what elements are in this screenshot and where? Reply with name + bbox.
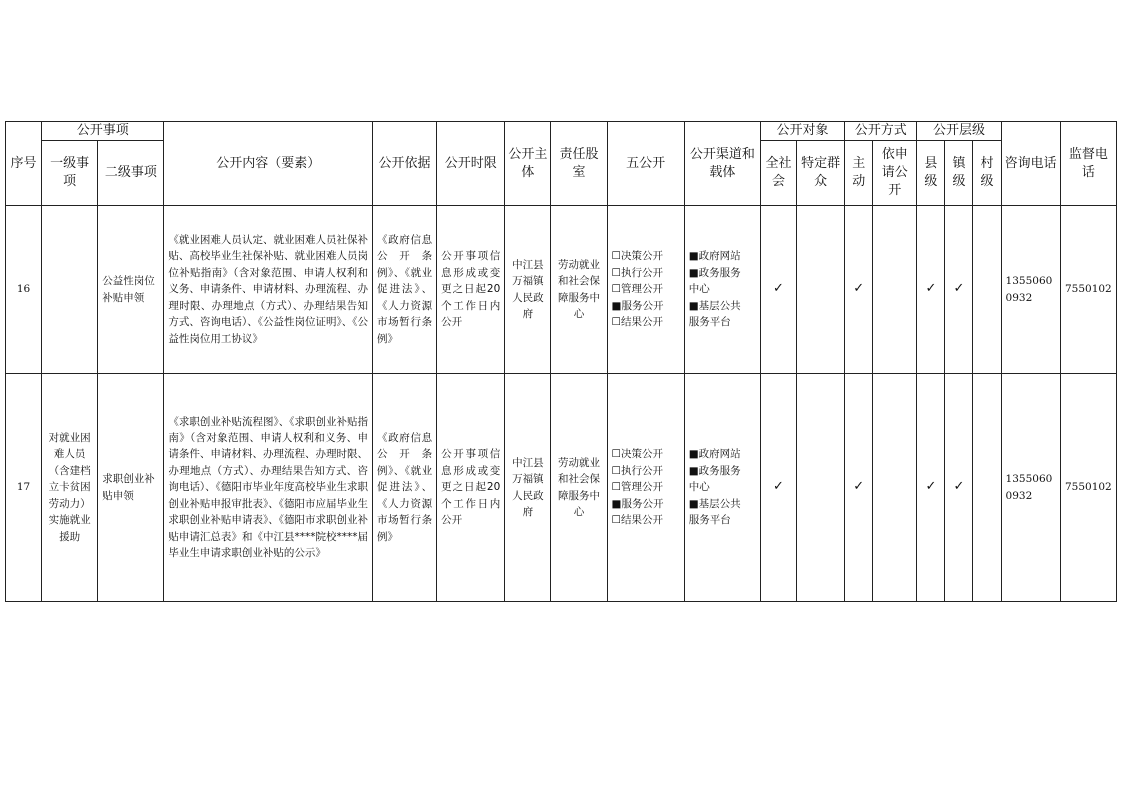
row-method-apply-check: [873, 206, 917, 374]
row-method-active-check: ✓: [845, 374, 873, 602]
five-public-item: ☐管理公开: [611, 481, 663, 494]
five-public-item: ☐结果公开: [611, 514, 663, 527]
row-audience-all-check: ✓: [760, 374, 796, 602]
header-office: 责任股室: [551, 122, 607, 206]
row-level1: 对就业困难人员（含建档立卡贫困劳动力）实施就业援助: [42, 374, 98, 602]
channel-item: ■政务服务: [688, 266, 741, 279]
row-level2: 求职创业补贴申领: [98, 374, 164, 602]
five-public-item: ☐管理公开: [611, 283, 663, 296]
row-subject: 中江县万福镇人民政府: [505, 374, 551, 602]
row-audience-all-check: ✓: [760, 206, 796, 374]
row-subject: 中江县万福镇人民政府: [505, 206, 551, 374]
row-audience-specific-check: [797, 206, 845, 374]
header-subject: 公开主体: [505, 122, 551, 206]
row-consult-phone: 13550600932: [1001, 206, 1060, 374]
five-public-item: ☐执行公开: [611, 266, 663, 279]
five-public-item: ■服务公开: [611, 299, 664, 312]
row-level-village-check: [973, 206, 1001, 374]
row-seq: 17: [6, 374, 42, 602]
row-level2: 公益性岗位补贴申领: [98, 206, 164, 374]
five-public-item: ☐结果公开: [611, 316, 663, 329]
row-level-village-check: [973, 374, 1001, 602]
channel-item: ■政府网站: [688, 250, 741, 263]
row-level1: [42, 206, 98, 374]
row-seq: 16: [6, 206, 42, 374]
five-public-item: ☐决策公开: [611, 250, 663, 263]
row-five-public: [607, 374, 684, 602]
header-gongkai-shixiang: 公开事项: [42, 122, 164, 141]
row-method-active-check: ✓: [845, 206, 873, 374]
channel-item: 中心: [688, 481, 710, 494]
header-level-county: 县级: [917, 141, 945, 206]
row-level-county-check: ✓: [917, 206, 945, 374]
channel-item: ■基层公共: [688, 497, 741, 510]
header-content: 公开内容（要素）: [164, 122, 373, 206]
channel-item: 中心: [688, 283, 710, 296]
channel-item: 服务平台: [688, 514, 731, 527]
five-public-item: ☐执行公开: [611, 464, 663, 477]
row-method-apply-check: [873, 374, 917, 602]
header-audience: 公开对象: [760, 122, 844, 141]
row-level-town-check: ✓: [945, 374, 973, 602]
header-method-active: 主动: [845, 141, 873, 206]
header-consult-phone: 咨询电话: [1001, 122, 1060, 206]
row-office: 劳动就业和社会保障服务中心: [551, 374, 607, 602]
channel-item: ■基层公共: [688, 299, 741, 312]
row-basis: 《政府信息公开条例》、《就业促进法》、《人力资源市场暂行条例》: [372, 206, 436, 374]
row-supervise-phone: 7550102: [1060, 374, 1116, 602]
row-level-county-check: ✓: [917, 374, 945, 602]
header-audience-all: 全社会: [760, 141, 796, 206]
header-method-apply: 依申请公开: [873, 141, 917, 206]
header-audience-specific: 特定群众: [797, 141, 845, 206]
header-five-public: 五公开: [607, 122, 684, 206]
row-content: 《就业困难人员认定、就业困难人员社保补贴、高校毕业生社保补贴、就业困难人员岗位补贴指南》（含对象范围、申请人权利和义务、申请条件、申请材料、办理流程、办理时限、办理地点（方式）、办理结果告知方式、咨询电话）、《公益性岗位证明》、《公益性岗位用工协议》: [164, 206, 373, 374]
header-level1: 一级事项: [42, 141, 98, 206]
header-supervise-phone: 监督电话: [1060, 122, 1116, 206]
table-header: [6, 122, 1117, 206]
row-time-limit: 公开事项信息形成或变更之日起20个工作日内公开: [437, 206, 505, 374]
channel-item: ■政府网站: [688, 448, 741, 461]
channel-item: 服务平台: [688, 316, 731, 329]
row-content: 《求职创业补贴流程图》、《求职创业补贴指南》（含对象范围、申请人权利和义务、申请条件、申请材料、办理流程、办理时限、办理地点（方式）、办理结果告知方式、咨询电话）、《德阳市毕业年度高校毕业生求职创业补贴申报审批表》、《德阳市应届毕业生求职创业补贴申请表》、《德阳市求职创业补贴申请汇总表》和《中江县****院校****届毕业生申请求职创业补贴的公示》: [164, 374, 373, 602]
header-basis: 公开依据: [372, 122, 436, 206]
header-method: 公开方式: [845, 122, 917, 141]
header-seq: 序号: [6, 122, 42, 206]
five-public-item: ☐决策公开: [611, 448, 663, 461]
five-public-item: ■服务公开: [611, 497, 664, 510]
header-level: 公开层级: [917, 122, 1001, 141]
row-consult-phone: 13550600932: [1001, 374, 1060, 602]
row-channel: [684, 374, 760, 602]
header-level2: 二级事项: [98, 141, 164, 206]
header-channel: 公开渠道和载体: [684, 122, 760, 206]
row-level-town-check: ✓: [945, 206, 973, 374]
row-channel: [684, 206, 760, 374]
row-office: 劳动就业和社会保障服务中心: [551, 206, 607, 374]
row-audience-specific-check: [797, 374, 845, 602]
row-five-public: [607, 206, 684, 374]
channel-item: ■政务服务: [688, 464, 741, 477]
row-time-limit: 公开事项信息形成或变更之日起20个工作日内公开: [437, 374, 505, 602]
disclosure-table: [5, 121, 1117, 602]
table-row: [6, 206, 1117, 374]
table-row: [6, 374, 1117, 602]
header-level-town: 镇级: [945, 141, 973, 206]
header-time-limit: 公开时限: [437, 122, 505, 206]
row-supervise-phone: 7550102: [1060, 206, 1116, 374]
row-basis: 《政府信息公开条例》、《就业促进法》、《人力资源市场暂行条例》: [372, 374, 436, 602]
header-level-village: 村级: [973, 141, 1001, 206]
